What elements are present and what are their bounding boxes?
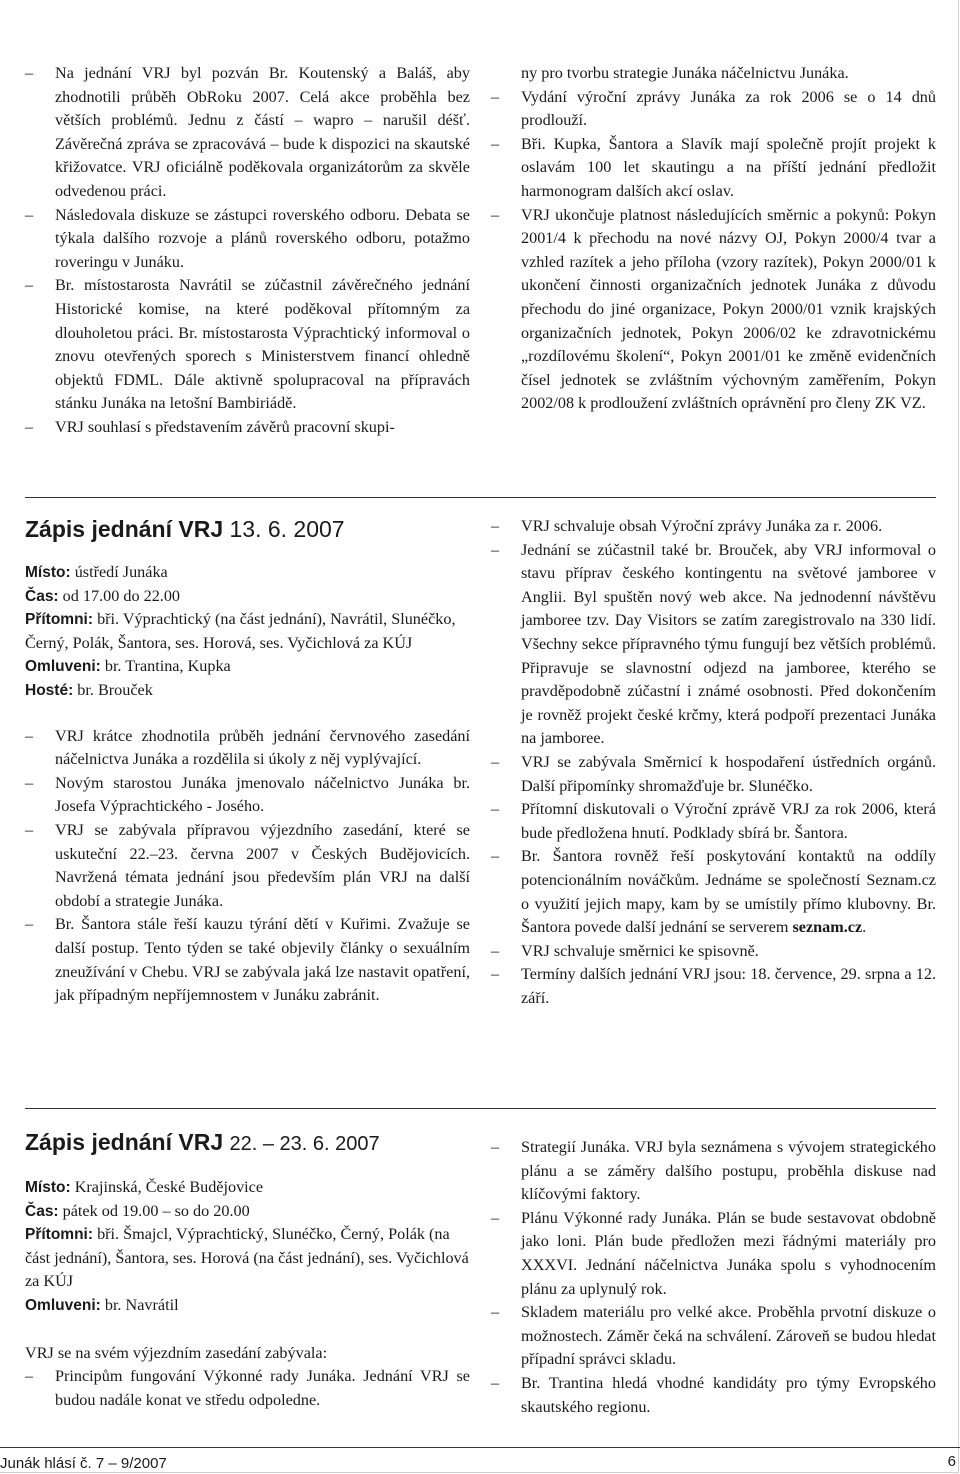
list-item: – VRJ krátce zhodnotila průběh jednání červnového zasedání náčelnictva Junáka a rozdělila si úkoly z něj vyplývající.: [25, 725, 470, 772]
list-item: – VRJ se zabývala přípravou výjezdního zasedání, které se uskuteční 22.–23. června 2007 v Českých Budějovicích. Navržená témata jednání jsou především plán VRJ na další období a strategie Junáka.: [25, 819, 470, 913]
sec1-right-column: [491, 515, 936, 1010]
list-item: – VRJ ukončuje platnost následujících směrnic a pokynů: Pokyn 2001/4 k přechodu na nové názvy OJ, Pokyn 2000/4 tvar a vzhled razítek a jeho příloha (vzory razítek), Pokyn 2000/01 k ukončení činnosti organizačních jednotek Junáka z důvodu přechodu do jiné organizace, Pokyn 2000/01 vznik krajských organizačních jednotek, Pokyn 2006/02 ke zdravotnickému „rozdílovému školení“, Pokyn 2001/01 ke změně evidenčních čísel jednotek se zvláštním výchovným zaměřením, Pokyn 2002/08 k prodloužení zvláštních oprávnění pro členy ZK VZ.: [491, 204, 936, 416]
list-item: – Termíny dalších jednání VRJ jsou: 18. července, 29. srpna a 12. září.: [491, 963, 936, 1010]
list-item: – Skladem materiálu pro velké akce. Proběhla prvotní diskuze o možnostech. Záměr čeká na schválení. Zároveň se budou hledat případní správci skladu.: [491, 1301, 936, 1372]
sec1-left-column: [25, 515, 470, 1008]
list-item: – Principům fungování Výkonné rady Junáka. Jednání VRJ se budou nadále konat ve středu odpoledne.: [25, 1365, 470, 1412]
continuation-text: ny pro tvorbu strategie Junáka náčelnictvu Junáka.: [521, 64, 849, 82]
section-title: [25, 515, 470, 543]
top-right-column: [491, 62, 936, 416]
meta-label: Místo:: [25, 564, 71, 581]
meta-label: Místo:: [25, 1179, 71, 1196]
meta-value: bři. Výprachtický (na část jednání), Navrátil, Slunéčko, Černý, Polák, Šantora, ses. Horová, ses. Vyčichlová za KÚJ: [25, 610, 456, 652]
meta-label: Přítomni:: [25, 611, 94, 629]
page-number: 6: [947, 1453, 956, 1470]
meta-label: Hosté:: [25, 681, 74, 699]
list-item: – Plánu Výkonné rady Junáka. Plán se bude sestavovat obdobně jako loni. Plán bude předložen mezi řádnými materiály pro XXXVI. Jednání náčelnictva Junáka spolu s vyhodnocením plánu za uplynulý rok.: [491, 1207, 936, 1301]
list-item: – Bři. Kupka, Šantora a Slavík mají společně projít projekt k oslavám 100 let skautingu a na příští jednání předložit harmonogram dalších akcí oslav.: [491, 133, 936, 204]
list-item: – Následovala diskuze se zástupci roverského odboru. Debata se týkala dalšího rozvoje a plánů roverského odboru, potažmo roveringu v Junáku.: [25, 204, 470, 275]
meta-value: od 17.00 do 22.00: [62, 586, 181, 605]
meta-value: Krajinská, České Budějovice: [74, 1178, 264, 1196]
meta-value: br. Navrátil: [104, 1295, 179, 1314]
list-item: – Strategií Junáka. VRJ byla seznámena s vývojem strategického plánu a se záměry dalšího postupu, proběhla diskuse nad klíčovými faktory.: [491, 1136, 936, 1207]
section-title: [25, 1128, 470, 1158]
meta-label: Přítomni:: [25, 1226, 94, 1244]
list-item: – VRJ se zabývala Směrnicí k hospodaření ústředních orgánů. Další připomínky shromažďuje br. Slunéčko.: [491, 751, 936, 798]
meeting-meta: [25, 561, 470, 703]
list-item: – Na jednání VRJ byl pozván Br. Koutenský a Baláš, aby zhodnotili průběh ObRoku 2007. Celá akce proběhla bez větších problémů. Jednu z částí – wapro – narušil déšť. Závěrečná zpráva se zpracovává – bude k dispozici na skautské křižovatce. VRJ oficiálně poděkovala organizátorům za skvěle odvedenou práci.: [25, 62, 470, 204]
meta-label: Omluveni:: [25, 1296, 101, 1314]
section-divider: [25, 1108, 936, 1109]
footer-rule: [0, 1447, 960, 1448]
list-item: – Jednání se zúčastnil také br. Brouček, aby VRJ informoval o stavu příprav českého kontingentu na světové jamboree v Anglii. Byl spuštěn nový web akce. Na jednodenní návštěvu jamboree tzv. Day Visitors se zatím zaregistrovalo na 330 lidí. Všechny sekce přípravného týmu fungují bez větších problémů. Připravuje se slavnostní odjezd na jamboree, kterého se pravděpodobně zúčastní i známé osobnosti. Před dokončením je rovněž projekt české krčmy, která podpoří prezentaci Junáka na jamboree.: [491, 539, 936, 751]
list-item: – Br. Šantora stále řeší kauzu týrání dětí v Kuřimi. Zvažuje se další postup. Tento týden se také objevily články o sexuálním zneužívání v Chebu. VRJ se zabývala jaká lze nastavit opatření, jak případným nepříjemnostem v Junáku zabránit.: [25, 913, 470, 1007]
meta-value: br. Trantina, Kupka: [104, 657, 231, 676]
list-item: – Novým starostou Junáka jmenovalo náčelnictvo Junáka br. Josefa Výprachtického - Josého.: [25, 772, 470, 819]
list-item-text: Br. Šantora rovněž řeší poskytování kontaktů na oddíly potencionálním nováčkům. Jednáme se společností Seznam.cz o využití jejich mapy, kam by se umístily přímo klubovny. Br. Šantora povede další jednání se serverem: [521, 847, 936, 937]
section-title-date: 13. 6. 2007: [229, 516, 345, 542]
meeting-meta: [25, 1176, 470, 1318]
list-item: – Br. místostarosta Navrátil se zúčastnil závěrečného jednání Historické komise, na které poděkoval přítomným za dlouholetou práci. Br. místostarosta Výprachtický informoval o znovu otevřených sporech s Ministerstvem financí ohledně objektů FDML. Dále aktivně spolupracoval na přípravách stánku Junáka na letošní Bambiriádě.: [25, 274, 470, 416]
section-title-main: Zápis jednání VRJ: [25, 1129, 224, 1155]
list-item: – VRJ souhlasí s představením závěrů pracovní skupi-: [25, 416, 470, 440]
section-title-main: Zápis jednání VRJ: [25, 516, 224, 542]
list-item: – Přítomní diskutovali o Výroční zprávě VRJ za rok 2006, která bude předložena hnutí. Podklady sbírá br. Šantora.: [491, 798, 936, 845]
list-item: [491, 845, 936, 939]
meta-value: bři. Šmajcl, Výprachtický, Slunéčko, Černý, Polák (na část jednání), Šantora, ses. Horová (na část jednání), ses. Vyčichlová za KÚJ: [25, 1225, 469, 1291]
list-item: – VRJ schvaluje obsah Výroční zprávy Junáka za r. 2006.: [491, 515, 936, 539]
meta-label: Čas:: [25, 587, 59, 605]
meta-value: br. Brouček: [77, 680, 153, 699]
footer-publication: Junák hlásí č. 7 – 9/2007: [0, 1455, 167, 1472]
meta-value: ústředí Junáka: [74, 563, 168, 581]
sec2-left-column: [25, 1128, 470, 1412]
list-item: – Br. Trantina hledá vhodné kandidáty pro týmy Evropského skautského regionu.: [491, 1372, 936, 1419]
section-divider: [25, 497, 936, 498]
list-item: – VRJ schvaluje směrnici ke spisovně.: [491, 940, 936, 964]
server-name: seznam.cz: [792, 918, 863, 937]
intro-text: VRJ se na svém výjezdním zasedání zabývala:: [25, 1343, 328, 1362]
meta-value: pátek od 19.00 – so do 20.00: [62, 1201, 250, 1220]
sec2-right-column: [491, 1136, 936, 1419]
top-left-column: [25, 62, 470, 440]
section-title-date: 22. – 23. 6. 2007: [229, 1133, 380, 1155]
list-item: – Vydání výroční zprávy Junáka za rok 2006 se o 14 dnů prodlouží.: [491, 86, 936, 133]
meta-label: Čas:: [25, 1202, 59, 1220]
list-item-text: .: [862, 918, 867, 937]
meta-label: Omluveni:: [25, 658, 101, 676]
